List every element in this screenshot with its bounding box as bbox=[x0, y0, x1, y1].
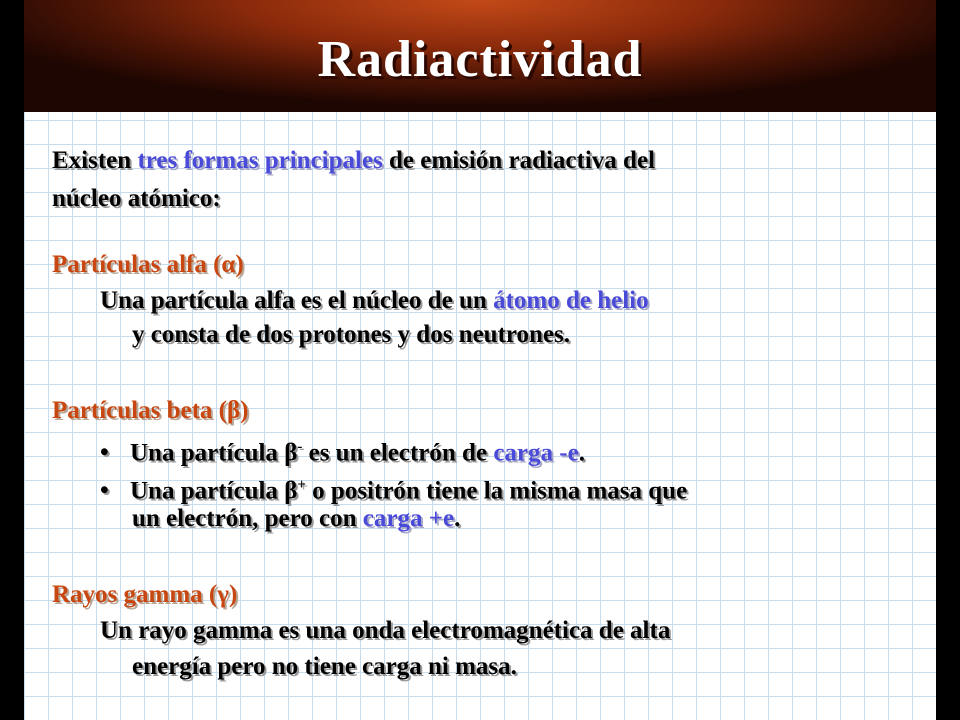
beta-bullet-2-line-2 bbox=[132, 504, 460, 534]
gamma-heading-close: ) bbox=[228, 581, 238, 608]
beta-plus-symbol: β bbox=[284, 477, 298, 505]
beta-minus-symbol: β bbox=[284, 439, 298, 467]
beta-bullet-2-highlight: carga +e bbox=[362, 505, 455, 532]
beta-bullet-2 bbox=[100, 470, 687, 506]
gamma-heading bbox=[52, 580, 237, 610]
gamma-line-1: Un rayo gamma es una onda electromagnética de alta bbox=[100, 617, 671, 644]
beta-bullet-1-end: . bbox=[578, 439, 585, 467]
alpha-heading-close: ) bbox=[235, 251, 244, 278]
alpha-highlight: átomo de helio bbox=[493, 287, 649, 314]
beta-bullet-1-highlight: carga -e bbox=[493, 439, 579, 467]
alpha-heading bbox=[52, 250, 244, 280]
beta-heading bbox=[52, 396, 248, 426]
bullet-icon: • bbox=[100, 439, 109, 467]
alpha-line-1 bbox=[100, 286, 649, 316]
alpha-line-2: y consta de dos protones y dos neutrones. bbox=[132, 321, 571, 348]
slide-title: Radiactividad bbox=[317, 31, 643, 88]
beta-heading-text: Partículas beta ( bbox=[52, 397, 227, 424]
alpha-text: Una partícula alfa es el núcleo de un bbox=[100, 287, 494, 314]
title-banner bbox=[0, 0, 960, 112]
beta-bullet-2-mid: o positrón tiene la misma masa que bbox=[305, 477, 688, 505]
beta-heading-close: ) bbox=[240, 397, 249, 424]
gamma-line-2: energía pero no tiene carga ni masa. bbox=[132, 653, 517, 680]
beta-bullet-2-end: . bbox=[454, 505, 461, 532]
beta-bullet-1 bbox=[100, 432, 585, 468]
intro-text: Existen bbox=[52, 147, 138, 174]
beta-bullet-2-text: Una partícula bbox=[130, 477, 285, 505]
beta-minus-sup: - bbox=[297, 439, 303, 455]
intro-highlight: tres formas principales bbox=[137, 147, 383, 174]
beta-symbol: β bbox=[226, 397, 241, 424]
intro-text-end: de emisión radiactiva del bbox=[382, 147, 655, 174]
alpha-heading-text: Partículas alfa ( bbox=[52, 251, 222, 278]
gamma-symbol: γ bbox=[217, 581, 229, 608]
intro-line-2: núcleo atómico: bbox=[52, 185, 221, 212]
intro-line-1 bbox=[52, 146, 655, 176]
beta-plus-sup: + bbox=[297, 477, 306, 493]
beta-bullet-1-mid: es un electrón de bbox=[302, 439, 494, 467]
bullet-icon: • bbox=[100, 477, 109, 505]
beta-bullet-1-text: Una partícula bbox=[130, 439, 285, 467]
alpha-symbol: α bbox=[221, 251, 236, 278]
gamma-heading-text: Rayos gamma ( bbox=[52, 581, 218, 608]
beta-bullet-2-line2-text: un electrón, pero con bbox=[132, 505, 363, 532]
